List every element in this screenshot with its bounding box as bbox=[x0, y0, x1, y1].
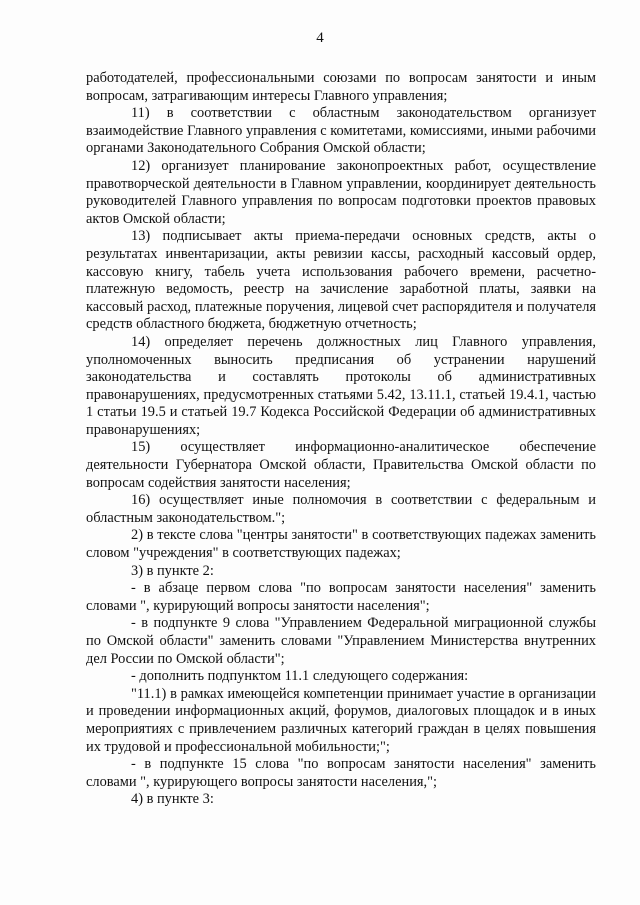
paragraph: 2) в тексте слова "центры занятости" в соответствующих падежах заменить словом "учреждения" в соответствующих падежах; bbox=[86, 527, 596, 562]
document-body bbox=[86, 70, 596, 809]
page-number: 4 bbox=[316, 30, 324, 46]
paragraph: - дополнить подпунктом 11.1 следующего содержания: bbox=[131, 668, 469, 685]
paragraph: 11) в соответствии с областным законодательством организует взаимодействие Главного управления с комитетами, комиссиями, иными рабочими органами Законодательного Собрания Омской области; bbox=[86, 105, 596, 157]
paragraph: 4) в пункте 3: bbox=[131, 791, 214, 808]
paragraph: 15) осуществляет информационно-аналитическое обеспечение деятельности Губернатора Омской области, Правительства Омской области по вопросам содействия занятости населения; bbox=[86, 439, 596, 491]
paragraph: 3) в пункте 2: bbox=[131, 562, 214, 579]
paragraph: 12) организует планирование законопроектных работ, осуществление правотворческой деятельности в Главном управлении, координирует деятельность руководителей Главного управления по вопросам подготовки проектов правовых актов Омской области; bbox=[86, 157, 596, 227]
paragraph: - в подпункте 15 слова "по вопросам занятости населения" заменить словами ", курирующего вопросы занятости населения,"; bbox=[86, 756, 596, 790]
paragraph: "11.1) в рамках имеющейся компетенции принимает участие в организации и проведении информационных акций, форумов, диалоговых площадок и в иных мероприятиях с привлечением различных категорий граждан в целях повышения их трудовой и профессиональной мобильности;"; bbox=[86, 685, 596, 755]
paragraph: - в подпункте 9 слова "Управлением Федеральной миграционной службы по Омской области" заменить словами "Управлением Министерства внутренних дел России по Омской области"; bbox=[86, 615, 596, 667]
paragraph: работодателей, профессиональными союзами по вопросам занятости и иным вопросам, затрагивающим интересы Главного управления; bbox=[86, 70, 596, 104]
paragraph: 14) определяет перечень должностных лиц Главного управления, уполномоченных выносить предписания об устранении нарушений законодательства и составлять протоколы об административных правонарушениях, предусмотренных статьями 5.42, 13.11.1, статьей 19.4.1, частью 1 статьи 19.5 и статьей 19.7 Кодекса Российской Федерации об административных правонарушениях; bbox=[86, 333, 596, 438]
paragraph: 16) осуществляет иные полномочия в соответствии с федеральным и областным законодательством."; bbox=[86, 492, 596, 526]
paragraph: - в абзаце первом слова "по вопросам занятости населения" заменить словами ", курирующий вопросы занятости населения"; bbox=[86, 580, 596, 614]
paragraph: 13) подписывает акты приема-передачи основных средств, акты о результатах инвентаризации, акты ревизии кассы, расходный кассовый ордер, кассовую книгу, табель учета использования рабочего времени, расчетно-платежную ведомость, реестр на зачисление заработной платы, заявки на кассовый расход, платежные поручения, лицевой счет распорядителя и получателя средств областного бюджета, бюджетную отчетность; bbox=[86, 228, 596, 333]
